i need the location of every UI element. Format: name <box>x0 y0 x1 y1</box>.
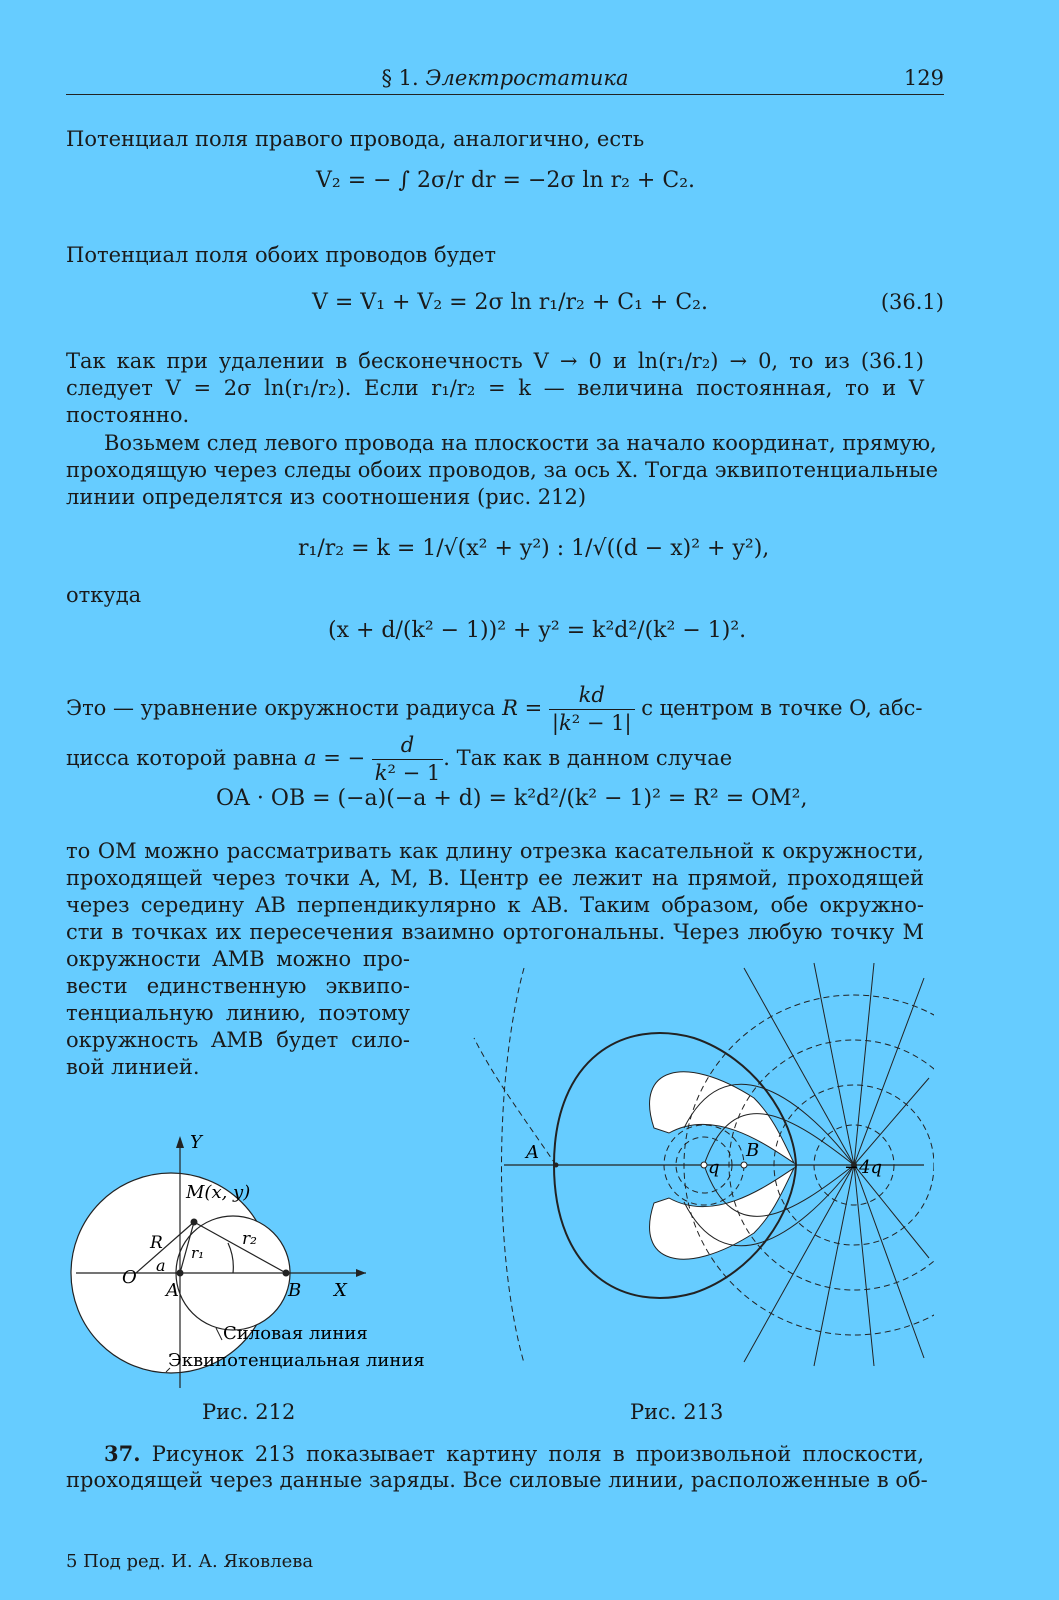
footer-signature: 5 Под ред. И. А. Яковлева <box>66 1551 314 1572</box>
text-line: вой линией. <box>66 1055 200 1079</box>
running-title <box>66 66 944 90</box>
inline-math: a = − $\frac{d}{\text{k² − 1}}$ <box>304 746 443 770</box>
text-line: следует V = 2σ ln(r₁/r₂). Если r₁/r₂ = k — величина постоянная, то и V <box>66 376 924 400</box>
legend-equipotential-line: Эквипотенциальная линия <box>168 1350 425 1371</box>
point-a <box>177 1270 184 1277</box>
point-b <box>741 1162 747 1168</box>
text-line: Так как при удалении в бесконечность V → 0 и ln(r₁/r₂) → 0, то из (36.1) <box>66 349 924 373</box>
running-header <box>66 64 944 95</box>
legend-force-line: Силовая линия <box>223 1323 368 1344</box>
section-number: § 1. <box>381 66 419 90</box>
text-line: окружности AMB можно про- <box>66 947 410 971</box>
shaded-lobe-lower <box>650 1168 794 1259</box>
text-line: проходящей через данные заряды. Все силовые линии, расположенные в об- <box>66 1468 928 1492</box>
equation-ratio <box>298 536 769 561</box>
equation-circle <box>328 618 746 643</box>
field-line <box>854 978 924 1165</box>
label-a-point: A <box>166 1280 179 1301</box>
section-title: Электростатика <box>425 66 629 90</box>
label-b: B <box>746 1140 760 1161</box>
text-line: окружность AMB будет сило- <box>66 1028 410 1052</box>
text-line: Возьмем след левого провода на плоскости за начало координат, прямую, <box>104 431 937 455</box>
label-y: Y <box>190 1132 202 1153</box>
problem-number: 37. <box>104 1441 141 1466</box>
page <box>66 0 944 1600</box>
field-line <box>854 963 874 1165</box>
label-r2: r₂ <box>242 1229 257 1249</box>
charge-q <box>701 1162 707 1168</box>
figure-213 <box>434 958 934 1368</box>
text-line: откуда <box>66 583 142 607</box>
label-o: O <box>122 1267 137 1288</box>
point-b <box>283 1270 290 1277</box>
text-line: проходящую через следы обоих проводов, за ось X. Тогда эквипотенциальные <box>66 458 939 482</box>
figure-212 <box>66 1128 446 1398</box>
text-line: через середину AB перпендикулярно к AB. Таким образом, обе окружно- <box>66 893 924 917</box>
shaded-lobe-upper <box>650 1072 794 1163</box>
label-minus-4q: −4q <box>844 1157 883 1178</box>
text-line: Потенциал поля правого провода, аналогично, есть <box>66 127 645 151</box>
equation-number: (36.1) <box>880 290 944 314</box>
text-fragment: Рисунок 213 показывает картину поля в произвольной плоскости, <box>151 1442 924 1466</box>
equation-v2 <box>316 168 695 193</box>
text-fragment: Это — уравнение окружности радиуса <box>66 696 496 720</box>
text-line <box>66 732 732 787</box>
label-a: a <box>156 1256 166 1275</box>
point-m <box>191 1219 198 1226</box>
equation-text: V₂ = − ∫ 2σ/r dr = −2σ ln r₂ + C₂. <box>316 168 696 193</box>
text-line <box>104 1440 924 1468</box>
inline-math: R = $\frac{kd}{\text{|k² − 1|}}$ <box>502 696 634 720</box>
y-axis-arrow <box>176 1136 184 1148</box>
x-axis-arrow <box>356 1269 366 1277</box>
text-line: постоянно. <box>66 403 190 427</box>
text-line: линии определятся из соотношения (рис. 212) <box>66 485 587 509</box>
equation-text: r₁/r₂ = k = 1/√(x² + y²) : 1/√((d − x)² + y²), <box>298 536 770 561</box>
text-line: тенциальную линию, поэтому <box>66 1001 410 1025</box>
point-a <box>554 1163 559 1168</box>
field-line <box>854 1078 929 1165</box>
label-b: B <box>288 1280 302 1301</box>
text-line: вести единственную эквипо- <box>66 974 410 998</box>
text-fragment: с центром в точке O, абс- <box>641 696 923 720</box>
label-x: X <box>334 1280 347 1301</box>
text-fragment: . Так как в данном случае <box>443 746 733 770</box>
label-r: R <box>150 1233 163 1253</box>
label-r1: r₁ <box>191 1244 205 1262</box>
equation-text: V = V₁ + V₂ = 2σ ln r₁/r₂ + C₁ + C₂. <box>312 290 708 315</box>
equation-v <box>312 290 708 315</box>
text-line: то OM можно рассматривать как длину отрезка касательной к окружности, <box>66 839 924 863</box>
equation-text: OA · OB = (−a)(−a + d) = k²d²/(k² − 1)² = R² = OM², <box>216 786 808 811</box>
caption-fig-213: Рис. 213 <box>630 1400 724 1424</box>
equation-text: (x + d/(k² − 1))² + y² = k²d²/(k² − 1)². <box>328 618 747 643</box>
text-line: Потенциал поля обоих проводов будет <box>66 243 496 267</box>
text-fragment: цисса которой равна <box>66 746 298 770</box>
text-line: сти в точках их пересечения взаимно ортогональны. Через любую точку M <box>66 920 924 944</box>
caption-fig-212: Рис. 212 <box>202 1400 296 1424</box>
field-line <box>814 963 854 1165</box>
field-line <box>854 1165 874 1366</box>
text-line: проходящей через точки A, M, B. Центр ее лежит на прямой, проходящей <box>66 866 924 890</box>
equation-oaob <box>216 786 808 811</box>
field-line <box>854 1165 924 1358</box>
label-a: A <box>526 1142 539 1163</box>
page-number: 129 <box>903 66 944 90</box>
field-line <box>814 1165 854 1366</box>
label-m: M(x, y) <box>186 1182 251 1203</box>
equipotential-left-branch <box>474 1038 556 1165</box>
text-line <box>66 682 923 737</box>
label-q: q <box>708 1157 720 1178</box>
